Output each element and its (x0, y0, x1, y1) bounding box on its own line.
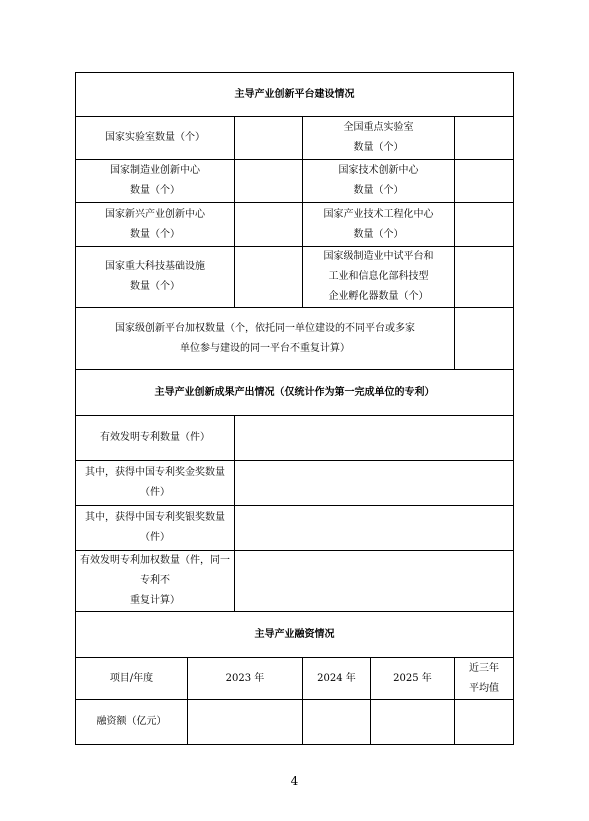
value-emerging-industry-center[interactable] (235, 203, 303, 247)
label-weighted-platform-count: 国家级创新平台加权数量（个，依托同一单位建设的不同平台或多家 单位参与建设的同一平台不重复计算） (76, 308, 455, 370)
value-valid-invention-patents[interactable] (235, 416, 514, 461)
label-major-infrastructure: 国家重大科技基础设施 数量（个） (76, 247, 235, 308)
header-year-2025: 2025 年 (371, 658, 455, 700)
section-title-patents: 主导产业创新成果产出情况（仅统计作为第一完成单位的专利） (76, 370, 514, 416)
value-financing-2025[interactable] (371, 700, 455, 745)
label-technology-innovation-center: 国家技术创新中心 数量（个） (303, 160, 455, 203)
header-year-2024: 2024 年 (303, 658, 371, 700)
label-valid-invention-patents: 有效发明专利数量（件） (76, 416, 235, 461)
label-manufacturing-innovation-center: 国家制造业创新中心 数量（个） (76, 160, 235, 203)
label-financing-amount: 融资额（亿元） (76, 700, 188, 745)
label-patent-gold-award: 其中，获得中国专利奖金奖数量（件） (76, 461, 235, 506)
label-weighted-patents: 有效发明专利加权数量（件，同一专利不 重复计算） (76, 551, 235, 612)
section-title-platforms: 主导产业创新平台建设情况 (76, 73, 514, 117)
value-weighted-platform-count[interactable] (455, 308, 514, 370)
label-emerging-industry-center: 国家新兴产业创新中心 数量（个） (76, 203, 235, 247)
label-patent-silver-award: 其中，获得中国专利奖银奖数量（件） (76, 506, 235, 551)
header-year-2023: 2023 年 (188, 658, 303, 700)
application-form-table (75, 72, 514, 745)
label-engineering-center: 国家产业技术工程化中心 数量（个） (303, 203, 455, 247)
header-item-year: 项目/年度 (76, 658, 188, 700)
value-manufacturing-innovation-center[interactable] (235, 160, 303, 203)
value-patent-gold-award[interactable] (235, 461, 514, 506)
page-number: 4 (290, 774, 299, 788)
label-national-lab-count: 国家实验室数量（个） (76, 117, 235, 160)
value-engineering-center[interactable] (455, 203, 514, 247)
value-financing-2023[interactable] (188, 700, 303, 745)
value-financing-2024[interactable] (303, 700, 371, 745)
value-technology-innovation-center[interactable] (455, 160, 514, 203)
value-major-infrastructure[interactable] (235, 247, 303, 308)
section-title-financing: 主导产业融资情况 (76, 612, 514, 658)
header-three-year-average: 近三年 平均值 (455, 658, 514, 700)
value-patent-silver-award[interactable] (235, 506, 514, 551)
value-key-lab-count[interactable] (455, 117, 514, 160)
value-financing-average[interactable] (455, 700, 514, 745)
value-weighted-patents[interactable] (235, 551, 514, 612)
label-pilot-platform-incubator: 国家级制造业中试平台和 工业和信息化部科技型 企业孵化器数量（个） (303, 247, 455, 308)
value-pilot-platform-incubator[interactable] (455, 247, 514, 308)
value-national-lab-count[interactable] (235, 117, 303, 160)
label-key-lab-count: 全国重点实验室 数量（个） (303, 117, 455, 160)
